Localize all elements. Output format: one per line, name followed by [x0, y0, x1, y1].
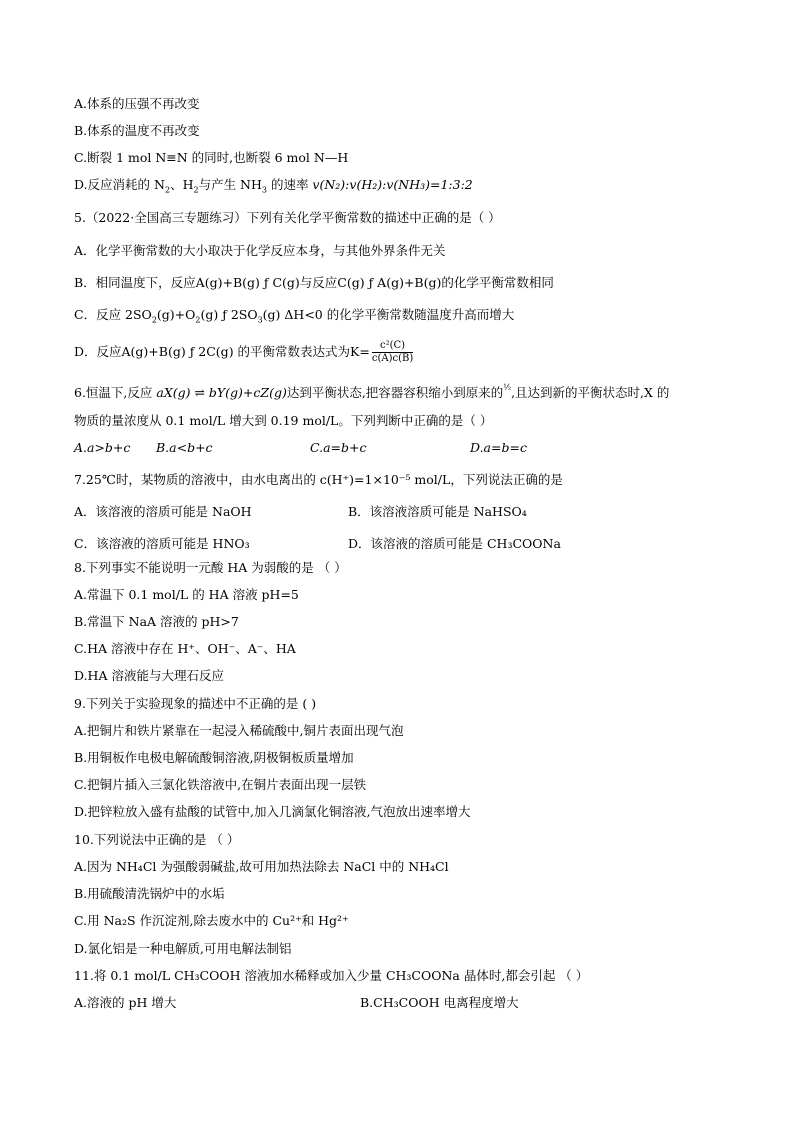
q9-option-a: A.把铜片和铁片紧靠在一起浸入稀硫酸中,铜片表面出现气泡: [74, 723, 404, 738]
q6-option-d: D.a=b=c: [470, 440, 527, 455]
q8-option-c: C.HA 溶液中存在 H⁺、OH⁻、A⁻、HA: [74, 641, 296, 656]
q6-option-a: A.a>b+c: [74, 440, 131, 455]
q8-stem: 8.下列事实不能说明一元酸 HA 为弱酸的是 （ ）: [74, 560, 347, 575]
q10-option-a: A.因为 NH₄Cl 为强酸弱碱盐,故可用加热法除去 NaCl 中的 NH₄Cl: [74, 859, 449, 874]
q5-option-a: A．化学平衡常数的大小取决于化学反应本身，与其他外界条件无关: [74, 243, 446, 258]
q5-option-d: D．反应A(g)+B(g) ƒ 2C(g) 的平衡常数表达式为K= $\frac{\text{c²(C)}}{c(A)c(B)}$: [74, 340, 414, 364]
q9-option-d: D.把锌粒放入盛有盐酸的试管中,加入几滴氯化铜溶液,气泡放出速率增大: [74, 804, 471, 819]
q9-option-c: C.把铜片插入三氯化铁溶液中,在铜片表面出现一层铁: [74, 777, 367, 792]
q4-option-c: C.断裂 1 mol N≡N 的同时,也断裂 6 mol N—H: [74, 150, 349, 165]
q10-option-c: C.用 Na₂S 作沉淀剂,除去废水中的 Cu²⁺和 Hg²⁺: [74, 913, 349, 928]
q10-option-d: D.氯化铝是一种电解质,可用电解法制铝: [74, 941, 292, 956]
q4-option-a: A.体系的压强不再改变: [74, 96, 200, 111]
q9-stem: 9.下列关于实验现象的描述中不正确的是 ( ): [74, 696, 317, 711]
q5-option-b: B．相同温度下，反应A(g)+B(g) ƒ C(g)与反应C(g) ƒ A(g)+B(g)的化学平衡常数相同: [74, 275, 554, 290]
q9-option-b: B.用铜板作电极电解硫酸铜溶液,阴极铜板质量增加: [74, 750, 354, 765]
q6-stem-line1: 6.恒温下,反应 aX(g) ⇌ bY(g)+cZ(g)达到平衡状态,把容器容积缩小到原来的½,且达到新的平衡状态时,X 的: [74, 383, 670, 400]
equilibrium-fraction: $\frac{\text{c²(C)}}{c(A)c(B)}$: [371, 340, 414, 364]
q8-option-a: A.常温下 0.1 mol/L 的 HA 溶液 pH=5: [74, 587, 299, 602]
q6-option-c: C.a=b+c: [310, 440, 367, 455]
q4-option-d: D.反应消耗的 $N_2$、$H_2$与产生 $NH_3$ 的速率 v(N₂):v(H₂):v(NH₃)=1:3:2: [74, 177, 473, 195]
q7-option-c: C．该溶液的溶质可能是 HNO₃: [74, 536, 250, 551]
q11-stem: 11.将 0.1 mol/L CH₃COOH 溶液加水稀释或加入少量 CH₃COONa 晶体时,都会引起 （ ）: [74, 968, 589, 983]
q7-stem: 7.25℃时，某物质的溶液中，由水电离出的 c(H⁺)=1×10⁻⁵ mol/L，下列说法正确的是: [74, 472, 563, 487]
q6-option-b: B.a<b+c: [156, 440, 213, 455]
q10-stem: 10.下列说法中正确的是 （ ）: [74, 832, 240, 847]
q11-option-b: B.CH₃COOH 电离程度增大: [360, 995, 519, 1010]
q10-option-b: B.用硫酸清洗锅炉中的水垢: [74, 886, 225, 901]
q8-option-d: D.HA 溶液能与大理石反应: [74, 668, 224, 683]
q8-option-b: B.常温下 NaA 溶液的 pH>7: [74, 614, 239, 629]
q7-option-b: B．该溶液溶质可能是 NaHSO₄: [348, 504, 527, 519]
q7-option-d: D．该溶液的溶质可能是 CH₃COONa: [348, 536, 561, 551]
q6-stem-line2: 物质的量浓度从 0.1 mol/L 增大到 0.19 mol/L。下列判断中正确的是（ ）: [74, 413, 493, 428]
q5-option-c: C．反应 $2SO_2(g)+O_2(g)$ ƒ $2SO_3(g)$ ΔH<0 的化学平衡常数随温度升高而增大: [74, 307, 515, 325]
q5-stem: 5.（2022·全国高三专题练习）下列有关化学平衡常数的描述中正确的是（ ）: [74, 210, 501, 225]
q7-option-a: A．该溶液的溶质可能是 NaOH: [74, 504, 252, 519]
q4-option-b: B.体系的温度不再改变: [74, 123, 200, 138]
q11-option-a: A.溶液的 pH 增大: [74, 995, 177, 1010]
